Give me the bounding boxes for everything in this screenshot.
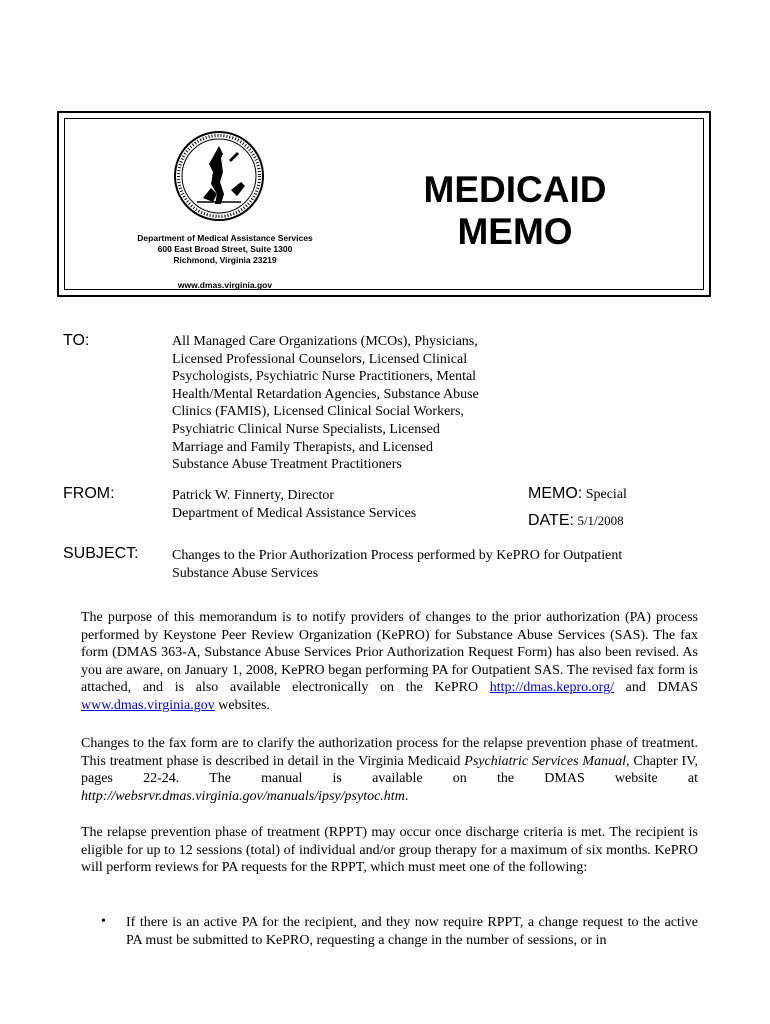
- virginia-seal-icon: [173, 130, 265, 222]
- memo-type: [528, 485, 627, 503]
- memo-header-inner-border: [64, 118, 704, 290]
- bullet-icon: •: [101, 914, 106, 929]
- bullet-item-active-pa: If there is an active PA for the recipient, and they now require RPPT, a change request to the active PA must be submitted to KePRO, requesting a change in the number of sessions, or in: [126, 915, 698, 948]
- memo-date: [528, 512, 624, 530]
- memo-header-box: [57, 111, 711, 297]
- agency-website[interactable]: www.dmas.virginia.gov: [177, 280, 273, 290]
- subject-line2: Substance Abuse Services: [172, 565, 319, 581]
- from-block: [172, 487, 492, 522]
- from-label: FROM:: [63, 485, 115, 502]
- dmas-link[interactable]: www.dmas.virginia.gov: [81, 697, 215, 713]
- paragraph-rppt: The relapse prevention phase of treatment (RPPT) may occur once discharge criteria is met. The recipient is eligible for up to 12 sessions (total) of individual and/or group therapy for a maximum of six months. KePRO will perform reviews for PA requests for the RPPT, which must meet one of the following:: [81, 825, 698, 876]
- paragraph-fax-end: .: [404, 788, 409, 804]
- kepro-link[interactable]: http://dmas.kepro.org/: [489, 680, 614, 696]
- manual-title: Psychiatric Services Manual: [464, 753, 626, 769]
- to-line: Licensed Professional Counselors, Licensed Clinical: [172, 351, 468, 367]
- paragraph-purpose-end: websites.: [214, 697, 270, 713]
- paragraph-purpose: [81, 609, 698, 715]
- agency-address-line1: 600 East Broad Street, Suite 1300: [157, 244, 293, 254]
- paragraph-fax-mid: , Chapter IV, pages 22-24. The manual is available on the DMAS website at: [81, 753, 699, 787]
- date-label: DATE:: [528, 512, 574, 529]
- to-recipients: [172, 333, 522, 474]
- paragraph-fax-form-changes: [81, 735, 698, 805]
- paragraph-purpose-mid: and DMAS: [613, 680, 699, 696]
- to-line: Substance Abuse Treatment Practitioners: [172, 457, 402, 473]
- to-line: Psychiatric Clinical Nurse Specialists, Licensed: [172, 421, 440, 437]
- to-label: TO:: [63, 332, 90, 349]
- agency-block: [105, 233, 345, 291]
- memo-title-line1: MEDICAID: [423, 169, 607, 210]
- memo-title: [415, 169, 615, 253]
- memo-title-line2: MEMO: [457, 211, 573, 252]
- memo-type-label: MEMO:: [528, 485, 583, 502]
- paragraph-fax-text: Changes to the fax form are to clarify the authorization process for the relapse prevention phase of treatment. This treatment phase is described in detail in the Virginia Medicaid: [81, 736, 698, 769]
- subject-label: SUBJECT:: [63, 545, 139, 562]
- paragraph-purpose-text: The purpose of this memorandum is to notify providers of changes to the prior authorization (PA) process performed by Keystone Peer Review Organization (KePRO) for Substance Abuse Services (SAS). The fax form (DMAS 363-A, Substance Abuse Services Prior Authorization Request Form) has also been revised. As you are aware, on January 1, 2008, KePRO began performing PA for Outpatient SAS. The revised fax form is attached, and is also available electronically on the KePRO: [81, 610, 698, 696]
- agency-address-line2: Richmond, Virginia 23219: [173, 255, 277, 265]
- from-agency: Department of Medical Assistance Services: [172, 505, 417, 521]
- date-value: 5/1/2008: [577, 513, 624, 528]
- subject-block: [172, 547, 732, 582]
- manual-url: http://websrvr.dmas.virginia.gov/manuals/ipsy/psytoc.htm: [81, 788, 405, 804]
- to-line: Health/Mental Retardation Agencies, Substance Abuse: [172, 386, 479, 402]
- memo-type-value: Special: [585, 487, 627, 502]
- to-line: Marriage and Family Therapists, and Licensed: [172, 439, 433, 455]
- to-line: Clinics (FAMIS), Licensed Clinical Social Workers,: [172, 404, 464, 420]
- from-name: Patrick W. Finnerty, Director: [172, 488, 335, 503]
- agency-name: Department of Medical Assistance Services: [137, 233, 313, 243]
- to-line: Psychologists, Psychiatric Nurse Practitioners, Mental: [172, 369, 477, 385]
- to-line: All Managed Care Organizations (MCOs), Physicians,: [172, 334, 478, 349]
- subject-line1: Changes to the Prior Authorization Process performed by KePRO for Outpatient: [172, 548, 623, 563]
